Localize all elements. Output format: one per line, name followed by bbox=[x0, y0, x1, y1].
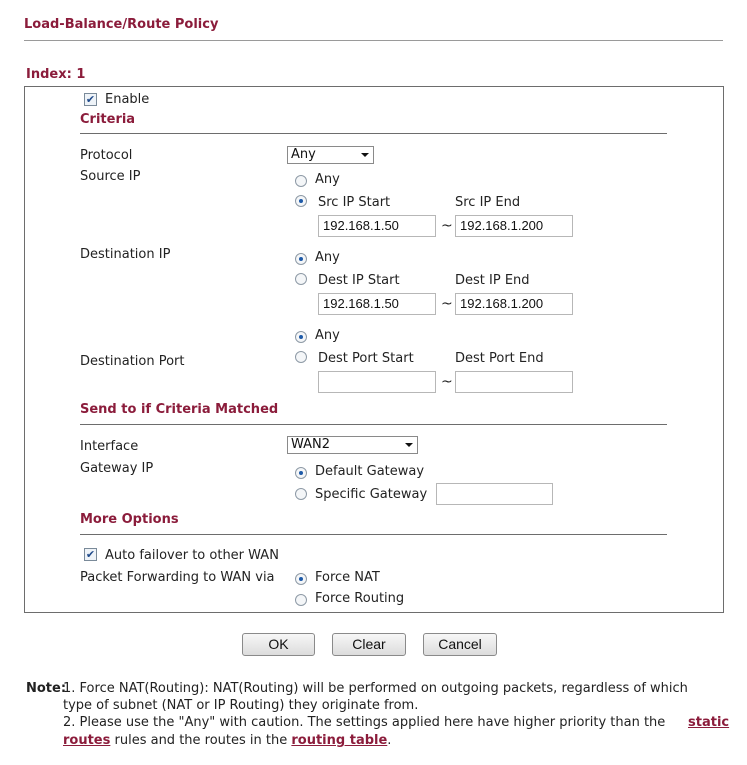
checkmark-icon: ✔ bbox=[85, 548, 96, 561]
send-to-divider bbox=[80, 424, 667, 425]
routing-table-link[interactable]: routing table bbox=[291, 733, 388, 748]
dest-ip-start-input[interactable]: 192.168.1.50 bbox=[318, 293, 436, 315]
cancel-button[interactable]: Cancel bbox=[423, 633, 497, 656]
note-line-1: 1. Force NAT(Routing): NAT(Routing) will be performed on outgoing packets, regardless of which bbox=[63, 681, 688, 696]
note-line-4 bbox=[63, 733, 391, 748]
auto-failover-label: Auto failover to other WAN bbox=[105, 548, 279, 563]
note-line-3-text: 2. Please use the "Any" with caution. The settings applied here have higher priority than the bbox=[63, 715, 666, 730]
more-options-section-title: More Options bbox=[80, 512, 179, 527]
enable-label: Enable bbox=[105, 92, 150, 107]
force-nat-radio[interactable] bbox=[295, 573, 307, 585]
criteria-section-title: Criteria bbox=[80, 112, 136, 127]
dest-port-end-input[interactable] bbox=[455, 371, 573, 393]
dropdown-arrow-icon bbox=[361, 153, 369, 157]
force-routing-radio[interactable] bbox=[295, 594, 307, 606]
page-title: Load-Balance/Route Policy bbox=[24, 17, 219, 32]
src-ip-start-label: Src IP Start bbox=[318, 195, 391, 210]
source-ip-label: Source IP bbox=[80, 169, 141, 184]
interface-select-value: WAN2 bbox=[291, 437, 331, 452]
src-ip-range-separator: ~ bbox=[441, 218, 453, 234]
note-line-4-text: rules and the routes in the bbox=[110, 733, 292, 748]
specific-gateway-label: Specific Gateway bbox=[315, 487, 428, 502]
specific-gateway-input[interactable] bbox=[436, 483, 553, 505]
destination-ip-label: Destination IP bbox=[80, 247, 171, 262]
note-label: Note: bbox=[26, 681, 67, 696]
source-ip-any-label: Any bbox=[315, 172, 340, 187]
note-line-3 bbox=[63, 715, 665, 730]
dest-port-any-label: Any bbox=[315, 328, 340, 343]
dest-ip-any-radio[interactable] bbox=[295, 253, 307, 265]
gateway-ip-label: Gateway IP bbox=[80, 461, 154, 476]
destination-port-label: Destination Port bbox=[80, 354, 185, 369]
packet-forwarding-label: Packet Forwarding to WAN via bbox=[80, 570, 275, 585]
criteria-divider bbox=[80, 133, 667, 134]
title-divider bbox=[24, 40, 723, 41]
default-gateway-label: Default Gateway bbox=[315, 464, 425, 479]
enable-checkbox[interactable] bbox=[84, 93, 97, 106]
static-routes-link-part1[interactable]: static bbox=[688, 715, 730, 730]
dropdown-arrow-icon bbox=[405, 443, 413, 447]
src-ip-end-label: Src IP End bbox=[455, 195, 521, 210]
dest-ip-range-radio[interactable] bbox=[295, 273, 307, 285]
send-to-section-title: Send to if Criteria Matched bbox=[80, 402, 279, 417]
protocol-label: Protocol bbox=[80, 148, 133, 163]
checkmark-icon: ✔ bbox=[85, 93, 96, 106]
src-ip-end-input[interactable]: 192.168.1.200 bbox=[455, 215, 573, 237]
note-line-2: type of subnet (NAT or IP Routing) they originate from. bbox=[63, 698, 419, 713]
more-options-divider bbox=[80, 534, 667, 535]
clear-button[interactable]: Clear bbox=[332, 633, 406, 656]
dest-port-range-separator: ~ bbox=[441, 374, 453, 390]
ok-button[interactable]: OK bbox=[242, 633, 315, 656]
dest-ip-end-input[interactable]: 192.168.1.200 bbox=[455, 293, 573, 315]
static-routes-link-part2[interactable]: routes bbox=[63, 733, 111, 748]
note-line-4-end: . bbox=[387, 733, 392, 748]
dest-ip-end-label: Dest IP End bbox=[455, 273, 530, 288]
source-ip-range-radio[interactable] bbox=[295, 195, 307, 207]
src-ip-start-input[interactable]: 192.168.1.50 bbox=[318, 215, 436, 237]
source-ip-any-radio[interactable] bbox=[295, 175, 307, 187]
interface-label: Interface bbox=[80, 439, 139, 454]
dest-ip-any-label: Any bbox=[315, 250, 340, 265]
dest-port-range-radio[interactable] bbox=[295, 351, 307, 363]
index-label: Index: 1 bbox=[26, 67, 86, 82]
auto-failover-checkbox[interactable] bbox=[84, 548, 97, 561]
dest-port-start-label: Dest Port Start bbox=[318, 351, 414, 366]
protocol-select-value: Any bbox=[291, 147, 316, 162]
dest-port-end-label: Dest Port End bbox=[455, 351, 544, 366]
specific-gateway-radio[interactable] bbox=[295, 488, 307, 500]
interface-select[interactable] bbox=[287, 436, 418, 454]
default-gateway-radio[interactable] bbox=[295, 467, 307, 479]
dest-ip-start-label: Dest IP Start bbox=[318, 273, 400, 288]
dest-port-any-radio[interactable] bbox=[295, 331, 307, 343]
dest-ip-range-separator: ~ bbox=[441, 296, 453, 312]
force-nat-label: Force NAT bbox=[315, 570, 380, 585]
force-routing-label: Force Routing bbox=[315, 591, 405, 606]
dest-port-start-input[interactable] bbox=[318, 371, 436, 393]
protocol-select[interactable] bbox=[287, 146, 374, 164]
